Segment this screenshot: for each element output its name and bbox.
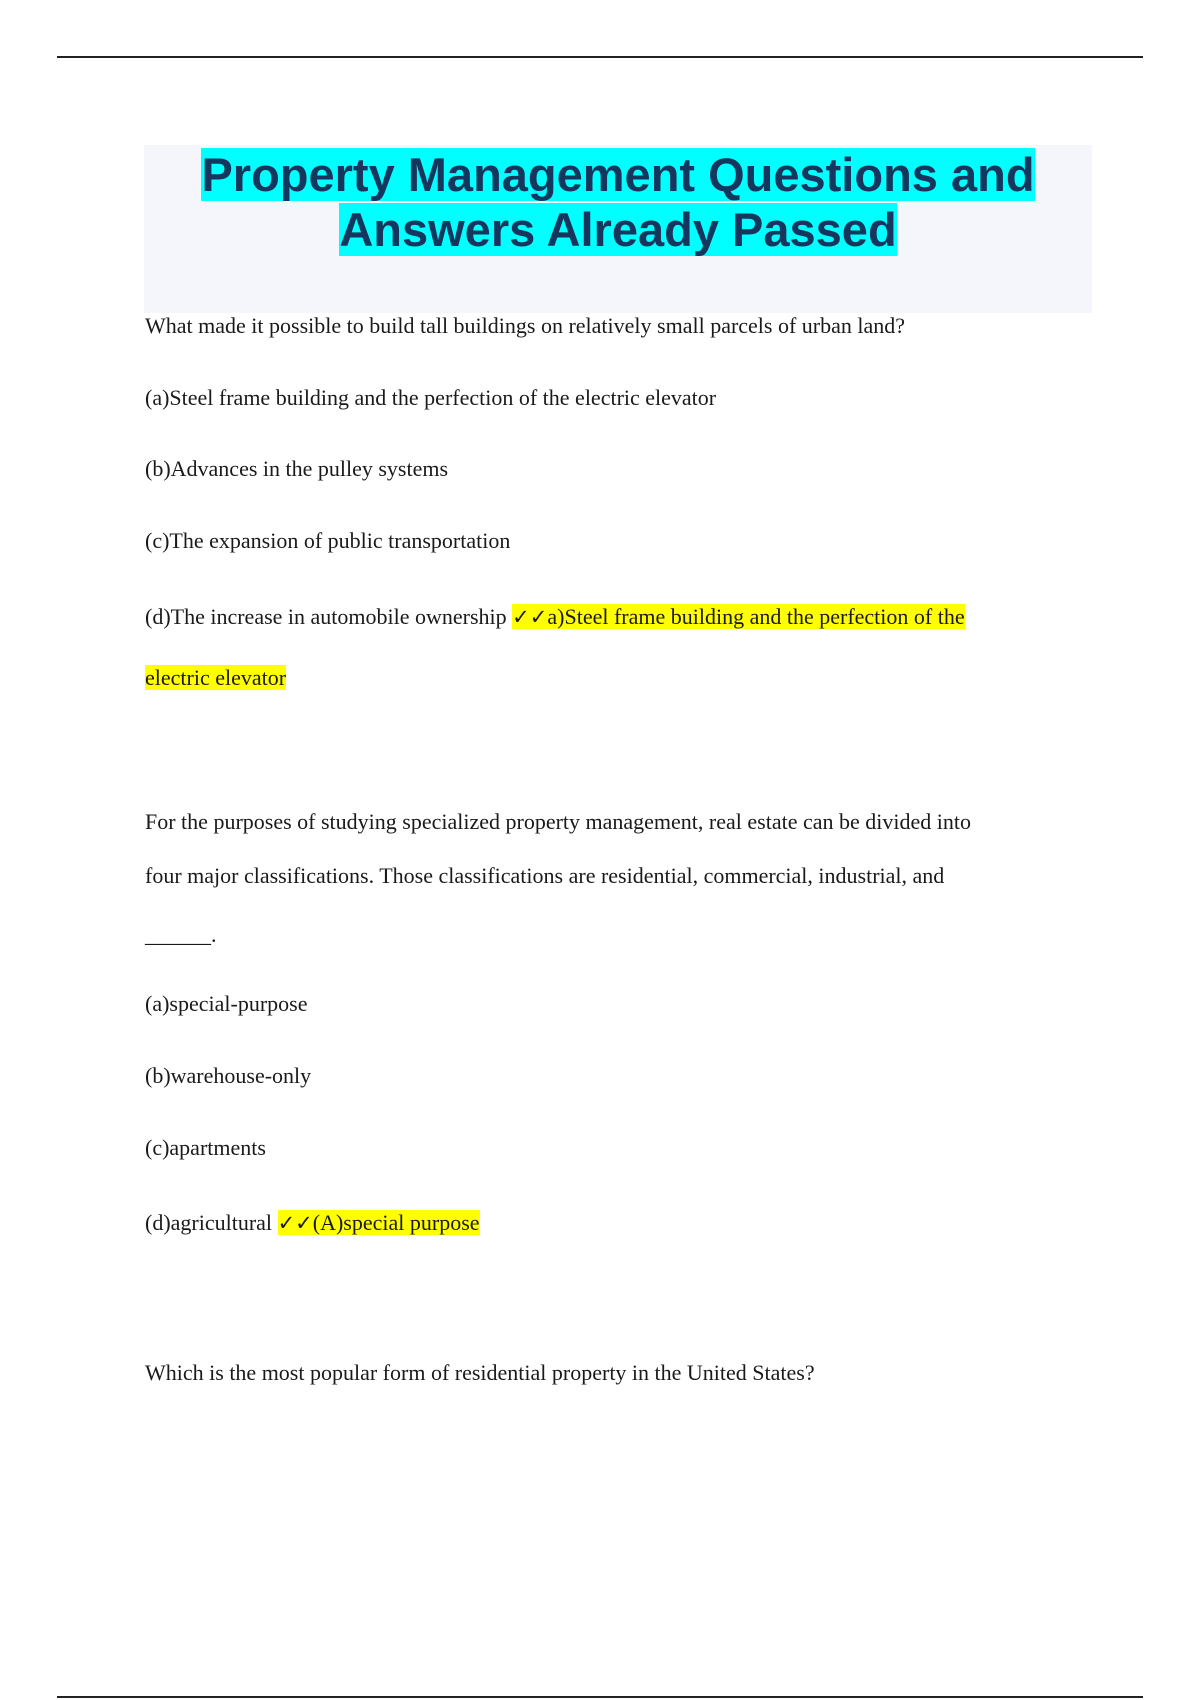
check-icon: ✓✓ [277,1211,313,1235]
question-1-answer-continued [145,663,286,693]
title-line-2: Answers Already Passed [339,203,897,256]
title-line-1: Property Management Questions and [201,148,1035,201]
question-2-option-b: (b)warehouse-only [145,1063,312,1088]
question-1-option-c: (c)The expansion of public transportation [145,528,511,553]
question-1-option-b: (b)Advances in the pulley systems [145,456,449,481]
top-rule [57,56,1143,58]
question-2-answer [278,1210,480,1235]
question-2-prompt-line-3: ______. [145,922,217,947]
question-2-option-d-row [145,1208,480,1238]
question-2-option-a: (a)special-purpose [145,991,308,1016]
question-2-answer-text: (A)special purpose [312,1210,480,1235]
question-2-option-d: (d)agricultural [145,1210,273,1235]
question-1-prompt: What made it possible to build tall buildings on relatively small parcels of urban land? [145,313,906,338]
check-icon: ✓✓ [512,605,548,629]
question-1-option-d: (d)The increase in automobile ownership [145,604,507,629]
question-1-answer-text-2: electric elevator [145,665,287,690]
document-title [144,145,1092,257]
question-1-option-a: (a)Steel frame building and the perfection of the electric elevator [145,385,717,410]
title-banner [144,145,1092,313]
question-2-prompt-line-1: For the purposes of studying specialized property management, real estate can be divided into [145,809,971,834]
question-1-option-d-row [145,602,965,632]
question-1-answer [512,604,964,629]
question-2-option-c: (c)apartments [145,1135,266,1160]
question-3-prompt: Which is the most popular form of residential property in the United States? [145,1360,815,1385]
question-2-prompt-line-2: four major classifications. Those classifications are residential, commercial, industrial, and [145,863,945,888]
bottom-rule [57,1696,1143,1698]
question-1-answer-text: a)Steel frame building and the perfection of the [547,604,965,629]
